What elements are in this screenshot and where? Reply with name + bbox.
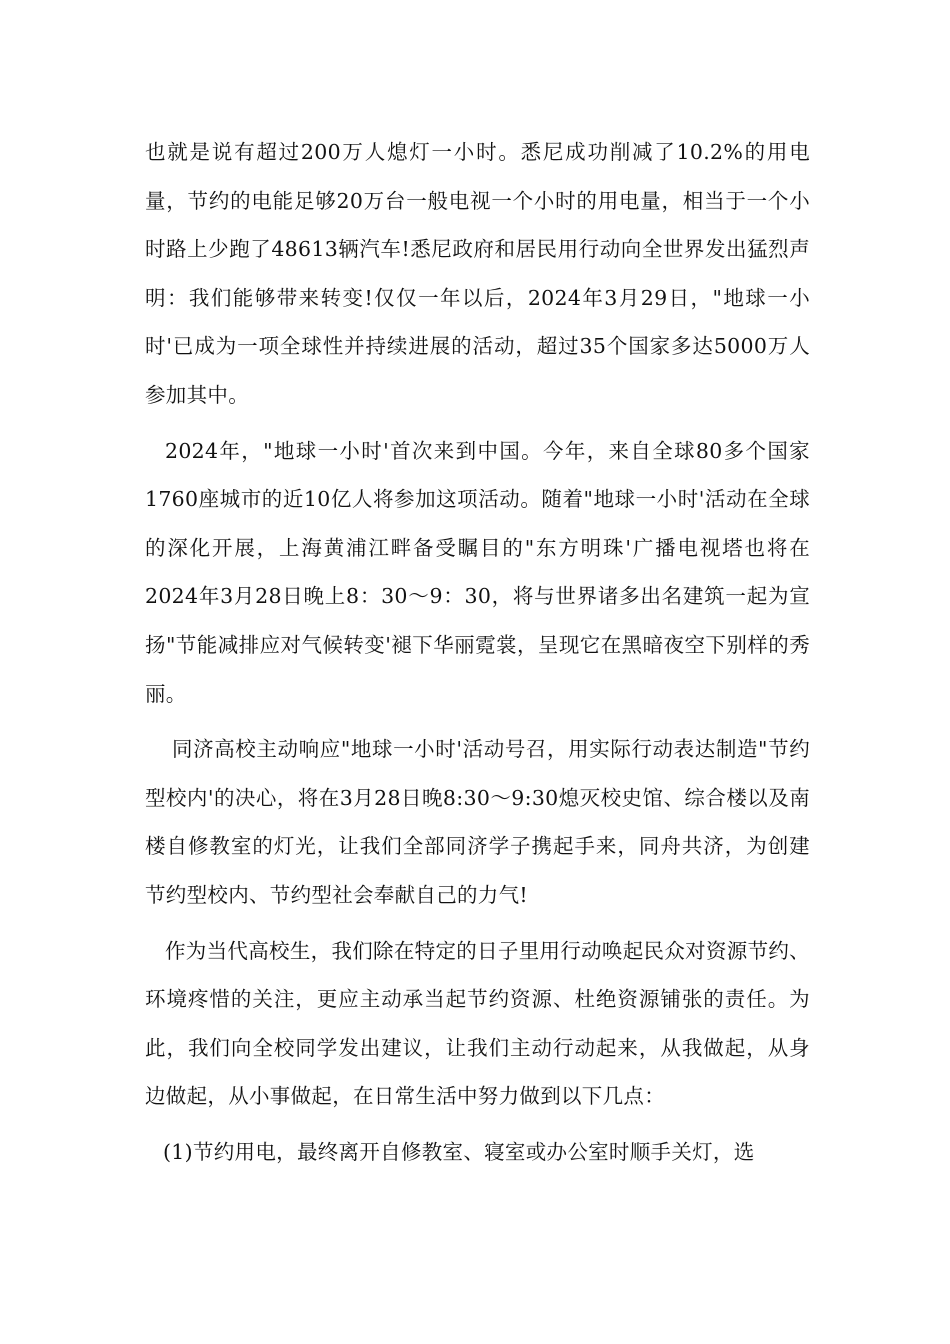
document-body xyxy=(145,128,810,1183)
paragraph-student-proposal: 作为当代高校生，我们除在特定的日子里用行动唤起民众对资源节约、环境疼惜的关注，更应主动承当起节约资源、杜绝资源铺张的责任。为此，我们向全校同学发出建议，让我们主动行动起来，从我做起，从身边做起，从小事做起，在日常生活中努力做到以下几点： xyxy=(145,938,810,1109)
paragraph-earth-hour-china: 2024年，"地球一小时'首次来到中国。今年，来自全球80多个国家1760座城市的近10亿人将参加这项活动。随着"地球一小时'活动在全球的深化开展，上海黄浦江畔备受瞩目的"东方明珠'广播电视塔也将在2024年3月28日晚上8：30～9：30，将与世界诸多出名建筑一起为宣扬"节能减排应对气候转变'褪下华丽霓裳，呈现它在黑暗夜空下别样的秀丽。 xyxy=(145,438,810,706)
paragraph-sydney-results: 也就是说有超过200万人熄灯一小时。悉尼成功削减了10.2%的用电量，节约的电能足够20万台一般电视一个小时的用电量，相当于一个小时路上少跑了48613辆汽车!悉尼政府和居民用行动向全世界发出猛烈声明：我们能够带来转变!仅仅一年以后，2024年3月29日，"地球一小时'已成为一项全球性并持续进展的活动，超过35个国家多达5000万人参加其中。 xyxy=(145,140,810,407)
list-item-save-electricity: (1)节约用电，最终离开自修教室、寝室或办公室时顺手关灯，选 xyxy=(163,1139,755,1164)
paragraph-tongji-response: 同济高校主动响应"地球一小时'活动号召，用实际行动表达制造"节约型校内'的决心，将在3月28日晚8:30～9:30熄灭校史馆、综合楼以及南楼自修教室的灯光，让我们全部同济学子携起手来，同舟共济，为创建节约型校内、节约型社会奉献自己的力气! xyxy=(145,737,810,907)
